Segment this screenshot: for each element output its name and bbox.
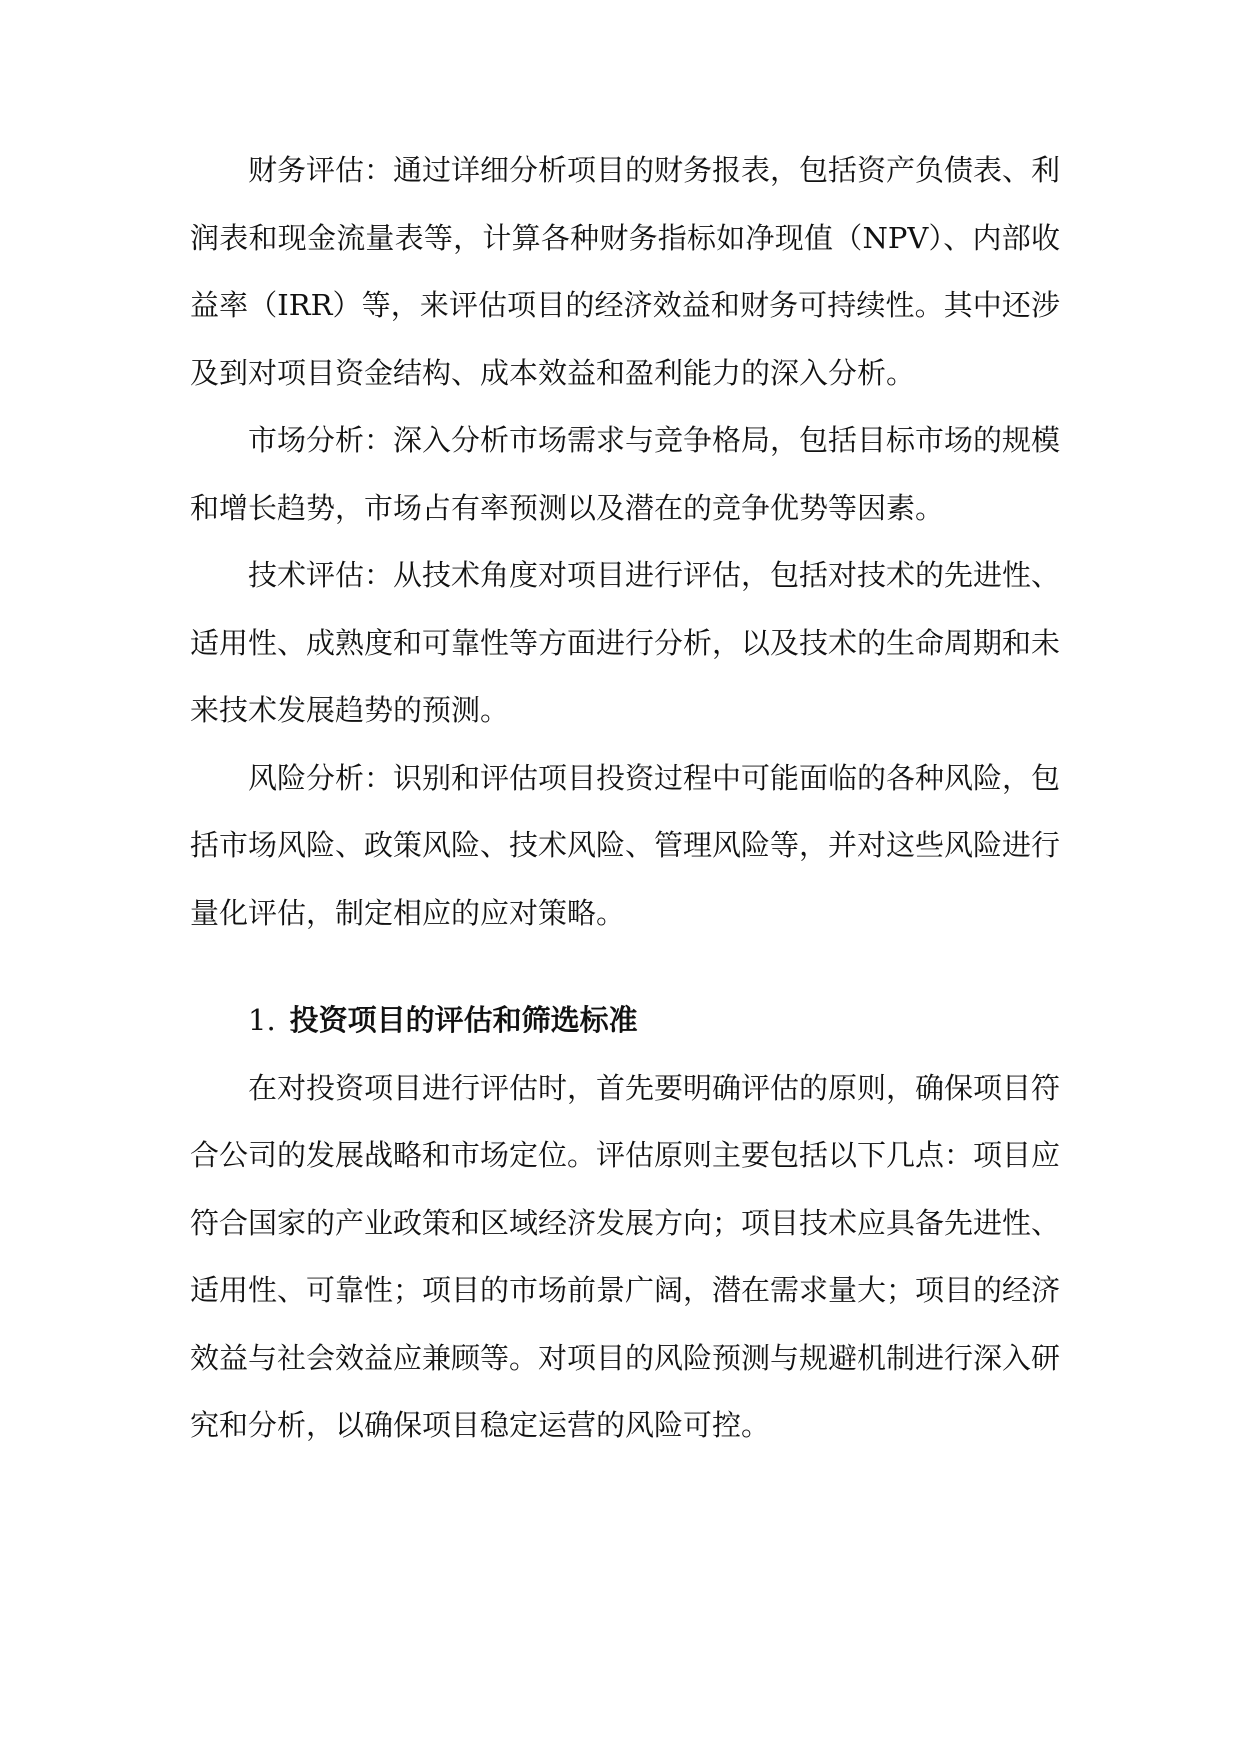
section-heading [190, 987, 1060, 1055]
paragraph-evaluation-principles: 在对投资项目进行评估时，首先要明确评估的原则，确保项目符合公司的发展战略和市场定位。评估原则主要包括以下几点：项目应符合国家的产业政策和区域经济发展方向；项目技术应具备先进性、适用性、可靠性；项目的市场前景广阔，潜在需求量大；项目的经济效益与社会效益应兼顾等。对项目的风险预测与规避机制进行深入研究和分析，以确保项目稳定运营的风险可控。 [190, 1070, 1061, 1442]
paragraph-risk-analysis: 风险分析：识别和评估项目投资过程中可能面临的各种风险，包括市场风险、政策风险、技术风险、管理风险等，并对这些风险进行量化评估，制定相应的应对策略。 [190, 760, 1061, 930]
paragraph-technical-assessment: 技术评估：从技术角度对项目进行评估，包括对技术的先进性、适用性、成熟度和可靠性等方面进行分析，以及技术的生命周期和未来技术发展趋势的预测。 [190, 558, 1061, 727]
section-number: 1. [248, 1003, 276, 1037]
paragraph-financial-assessment: 财务评估：通过详细分析项目的财务报表，包括资产负债表、利润表和现金流量表等，计算各种财务指标如净现值（NPV）、内部收益率（IRR）等，来评估项目的经济效益和财务可持续性。其中还涉及到对项目资金结构、成本效益和盈利能力的深入分析。 [190, 153, 1061, 390]
section-title: 投资项目的评估和筛选标准 [289, 1003, 638, 1037]
paragraph-market-analysis: 市场分析：深入分析市场需求与竞争格局，包括目标市场的规模和增长趋势，市场占有率预测以及潜在的竞争优势等因素。 [190, 423, 1061, 525]
document-body [190, 137, 1060, 1460]
